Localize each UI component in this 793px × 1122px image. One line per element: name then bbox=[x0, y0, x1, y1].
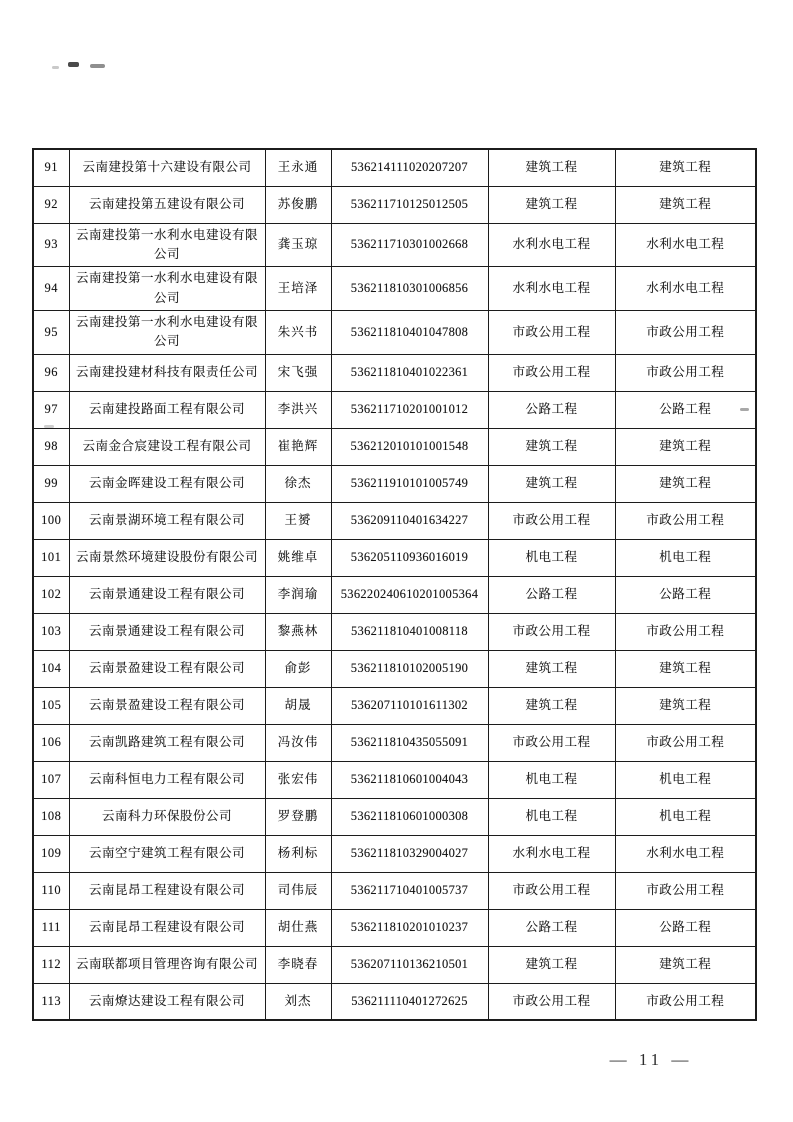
registered-major-cell: 建筑工程 bbox=[488, 428, 615, 465]
registry-table-body bbox=[33, 149, 756, 1020]
registered-major-cell: 水利水电工程 bbox=[488, 835, 615, 872]
row-number-cell: 105 bbox=[33, 687, 69, 724]
row-number-cell: 92 bbox=[33, 186, 69, 223]
table-row bbox=[33, 650, 756, 687]
approved-major-cell: 市政公用工程 bbox=[615, 354, 756, 391]
company-name-cell: 云南联都项目管理咨询有限公司 bbox=[69, 946, 265, 983]
certificate-number-cell: 536211810601000308 bbox=[331, 798, 488, 835]
company-name-cell: 云南建投第一水利水电建设有限公司 bbox=[69, 267, 265, 311]
person-name-cell: 李晓春 bbox=[265, 946, 331, 983]
registered-major-cell: 机电工程 bbox=[488, 761, 615, 798]
approved-major-cell: 市政公用工程 bbox=[615, 983, 756, 1020]
person-name-cell: 冯汝伟 bbox=[265, 724, 331, 761]
approved-major-cell: 机电工程 bbox=[615, 539, 756, 576]
row-number-cell: 113 bbox=[33, 983, 69, 1020]
certificate-number-cell: 536211110401272625 bbox=[331, 983, 488, 1020]
certificate-number-cell: 536212010101001548 bbox=[331, 428, 488, 465]
table-row bbox=[33, 502, 756, 539]
approved-major-cell: 水利水电工程 bbox=[615, 835, 756, 872]
person-name-cell: 宋飞强 bbox=[265, 354, 331, 391]
table-row bbox=[33, 354, 756, 391]
person-name-cell: 张宏伟 bbox=[265, 761, 331, 798]
registered-major-cell: 市政公用工程 bbox=[488, 872, 615, 909]
engineer-registry-table bbox=[32, 148, 757, 1021]
registered-major-cell: 建筑工程 bbox=[488, 149, 615, 186]
certificate-number-cell: 536220240610201005364 bbox=[331, 576, 488, 613]
certificate-number-cell: 536211910101005749 bbox=[331, 465, 488, 502]
row-number-cell: 102 bbox=[33, 576, 69, 613]
row-number-cell: 97 bbox=[33, 391, 69, 428]
certificate-number-cell: 536211710125012505 bbox=[331, 186, 488, 223]
certificate-number-cell: 536211810329004027 bbox=[331, 835, 488, 872]
table-row bbox=[33, 311, 756, 355]
approved-major-cell: 机电工程 bbox=[615, 761, 756, 798]
certificate-number-cell: 536211810102005190 bbox=[331, 650, 488, 687]
row-number-cell: 99 bbox=[33, 465, 69, 502]
certificate-number-cell: 536211810401022361 bbox=[331, 354, 488, 391]
approved-major-cell: 市政公用工程 bbox=[615, 502, 756, 539]
registered-major-cell: 市政公用工程 bbox=[488, 613, 615, 650]
company-name-cell: 云南建投第五建设有限公司 bbox=[69, 186, 265, 223]
registered-major-cell: 公路工程 bbox=[488, 576, 615, 613]
company-name-cell: 云南昆昂工程建设有限公司 bbox=[69, 872, 265, 909]
row-number-cell: 110 bbox=[33, 872, 69, 909]
person-name-cell: 王培泽 bbox=[265, 267, 331, 311]
row-number-cell: 93 bbox=[33, 223, 69, 267]
company-name-cell: 云南凯路建筑工程有限公司 bbox=[69, 724, 265, 761]
registered-major-cell: 建筑工程 bbox=[488, 650, 615, 687]
table-row bbox=[33, 149, 756, 186]
row-number-cell: 100 bbox=[33, 502, 69, 539]
person-name-cell: 胡晟 bbox=[265, 687, 331, 724]
company-name-cell: 云南景盈建设工程有限公司 bbox=[69, 650, 265, 687]
approved-major-cell: 建筑工程 bbox=[615, 149, 756, 186]
table-row bbox=[33, 391, 756, 428]
company-name-cell: 云南科恒电力工程有限公司 bbox=[69, 761, 265, 798]
company-name-cell: 云南建投路面工程有限公司 bbox=[69, 391, 265, 428]
table-row bbox=[33, 539, 756, 576]
person-name-cell: 王永通 bbox=[265, 149, 331, 186]
scan-smudge bbox=[52, 66, 59, 69]
registered-major-cell: 市政公用工程 bbox=[488, 311, 615, 355]
certificate-number-cell: 536209110401634227 bbox=[331, 502, 488, 539]
registered-major-cell: 市政公用工程 bbox=[488, 502, 615, 539]
approved-major-cell: 水利水电工程 bbox=[615, 267, 756, 311]
certificate-number-cell: 536207110136210501 bbox=[331, 946, 488, 983]
certificate-number-cell: 536211710301002668 bbox=[331, 223, 488, 267]
table-row bbox=[33, 186, 756, 223]
row-number-cell: 106 bbox=[33, 724, 69, 761]
scan-smudge bbox=[90, 64, 105, 68]
page-number: — 11 — bbox=[609, 1050, 693, 1069]
company-name-cell: 云南景通建设工程有限公司 bbox=[69, 576, 265, 613]
approved-major-cell: 市政公用工程 bbox=[615, 311, 756, 355]
table-row bbox=[33, 267, 756, 311]
person-name-cell: 崔艳辉 bbox=[265, 428, 331, 465]
approved-major-cell: 公路工程 bbox=[615, 391, 756, 428]
person-name-cell: 王赟 bbox=[265, 502, 331, 539]
table-row bbox=[33, 761, 756, 798]
approved-major-cell: 市政公用工程 bbox=[615, 613, 756, 650]
row-number-cell: 95 bbox=[33, 311, 69, 355]
company-name-cell: 云南景然环境建设股份有限公司 bbox=[69, 539, 265, 576]
person-name-cell: 李润瑜 bbox=[265, 576, 331, 613]
table-row bbox=[33, 576, 756, 613]
company-name-cell: 云南建投第十六建设有限公司 bbox=[69, 149, 265, 186]
registered-major-cell: 机电工程 bbox=[488, 539, 615, 576]
table-row bbox=[33, 798, 756, 835]
company-name-cell: 云南景盈建设工程有限公司 bbox=[69, 687, 265, 724]
row-number-cell: 98 bbox=[33, 428, 69, 465]
table-row bbox=[33, 983, 756, 1020]
person-name-cell: 黎燕林 bbox=[265, 613, 331, 650]
approved-major-cell: 建筑工程 bbox=[615, 687, 756, 724]
company-name-cell: 云南景通建设工程有限公司 bbox=[69, 613, 265, 650]
company-name-cell: 云南空宁建筑工程有限公司 bbox=[69, 835, 265, 872]
registered-major-cell: 市政公用工程 bbox=[488, 983, 615, 1020]
certificate-number-cell: 536207110101611302 bbox=[331, 687, 488, 724]
row-number-cell: 103 bbox=[33, 613, 69, 650]
row-number-cell: 108 bbox=[33, 798, 69, 835]
approved-major-cell: 水利水电工程 bbox=[615, 223, 756, 267]
registered-major-cell: 水利水电工程 bbox=[488, 267, 615, 311]
registered-major-cell: 市政公用工程 bbox=[488, 724, 615, 761]
company-name-cell: 云南科力环保股份公司 bbox=[69, 798, 265, 835]
company-name-cell: 云南建投建材科技有限责任公司 bbox=[69, 354, 265, 391]
approved-major-cell: 市政公用工程 bbox=[615, 724, 756, 761]
certificate-number-cell: 536211810435055091 bbox=[331, 724, 488, 761]
registered-major-cell: 公路工程 bbox=[488, 391, 615, 428]
person-name-cell: 刘杰 bbox=[265, 983, 331, 1020]
company-name-cell: 云南燎达建设工程有限公司 bbox=[69, 983, 265, 1020]
approved-major-cell: 建筑工程 bbox=[615, 650, 756, 687]
approved-major-cell: 机电工程 bbox=[615, 798, 756, 835]
approved-major-cell: 建筑工程 bbox=[615, 428, 756, 465]
row-number-cell: 107 bbox=[33, 761, 69, 798]
person-name-cell: 杨利标 bbox=[265, 835, 331, 872]
certificate-number-cell: 536211810401008118 bbox=[331, 613, 488, 650]
company-name-cell: 云南景湖环境工程有限公司 bbox=[69, 502, 265, 539]
table-row bbox=[33, 687, 756, 724]
person-name-cell: 胡仕燕 bbox=[265, 909, 331, 946]
approved-major-cell: 市政公用工程 bbox=[615, 872, 756, 909]
person-name-cell: 俞彭 bbox=[265, 650, 331, 687]
approved-major-cell: 建筑工程 bbox=[615, 946, 756, 983]
table-row bbox=[33, 946, 756, 983]
person-name-cell: 朱兴书 bbox=[265, 311, 331, 355]
approved-major-cell: 公路工程 bbox=[615, 909, 756, 946]
table-row bbox=[33, 724, 756, 761]
registered-major-cell: 建筑工程 bbox=[488, 465, 615, 502]
person-name-cell: 苏俊鹏 bbox=[265, 186, 331, 223]
certificate-number-cell: 536211710201001012 bbox=[331, 391, 488, 428]
table-row bbox=[33, 223, 756, 267]
certificate-number-cell: 536214111020207207 bbox=[331, 149, 488, 186]
company-name-cell: 云南金合宸建设工程有限公司 bbox=[69, 428, 265, 465]
row-number-cell: 112 bbox=[33, 946, 69, 983]
company-name-cell: 云南金晖建设工程有限公司 bbox=[69, 465, 265, 502]
row-number-cell: 96 bbox=[33, 354, 69, 391]
table-row bbox=[33, 428, 756, 465]
row-number-cell: 111 bbox=[33, 909, 69, 946]
row-number-cell: 104 bbox=[33, 650, 69, 687]
registered-major-cell: 机电工程 bbox=[488, 798, 615, 835]
certificate-number-cell: 536211710401005737 bbox=[331, 872, 488, 909]
row-number-cell: 109 bbox=[33, 835, 69, 872]
person-name-cell: 姚维卓 bbox=[265, 539, 331, 576]
table-row bbox=[33, 909, 756, 946]
person-name-cell: 李洪兴 bbox=[265, 391, 331, 428]
table-row bbox=[33, 465, 756, 502]
person-name-cell: 司伟辰 bbox=[265, 872, 331, 909]
scan-smudge bbox=[68, 62, 79, 67]
approved-major-cell: 建筑工程 bbox=[615, 465, 756, 502]
person-name-cell: 龚玉琼 bbox=[265, 223, 331, 267]
registered-major-cell: 公路工程 bbox=[488, 909, 615, 946]
certificate-number-cell: 536211810201010237 bbox=[331, 909, 488, 946]
certificate-number-cell: 536211810301006856 bbox=[331, 267, 488, 311]
table-row bbox=[33, 872, 756, 909]
certificate-number-cell: 536211810601004043 bbox=[331, 761, 488, 798]
person-name-cell: 徐杰 bbox=[265, 465, 331, 502]
company-name-cell: 云南建投第一水利水电建设有限公司 bbox=[69, 311, 265, 355]
row-number-cell: 101 bbox=[33, 539, 69, 576]
company-name-cell: 云南昆昂工程建设有限公司 bbox=[69, 909, 265, 946]
row-number-cell: 91 bbox=[33, 149, 69, 186]
registered-major-cell: 水利水电工程 bbox=[488, 223, 615, 267]
approved-major-cell: 建筑工程 bbox=[615, 186, 756, 223]
table-row bbox=[33, 835, 756, 872]
registered-major-cell: 建筑工程 bbox=[488, 946, 615, 983]
person-name-cell: 罗登鹏 bbox=[265, 798, 331, 835]
registered-major-cell: 建筑工程 bbox=[488, 687, 615, 724]
certificate-number-cell: 536211810401047808 bbox=[331, 311, 488, 355]
certificate-number-cell: 536205110936016019 bbox=[331, 539, 488, 576]
registered-major-cell: 建筑工程 bbox=[488, 186, 615, 223]
table-row bbox=[33, 613, 756, 650]
approved-major-cell: 公路工程 bbox=[615, 576, 756, 613]
company-name-cell: 云南建投第一水利水电建设有限公司 bbox=[69, 223, 265, 267]
row-number-cell: 94 bbox=[33, 267, 69, 311]
registered-major-cell: 市政公用工程 bbox=[488, 354, 615, 391]
